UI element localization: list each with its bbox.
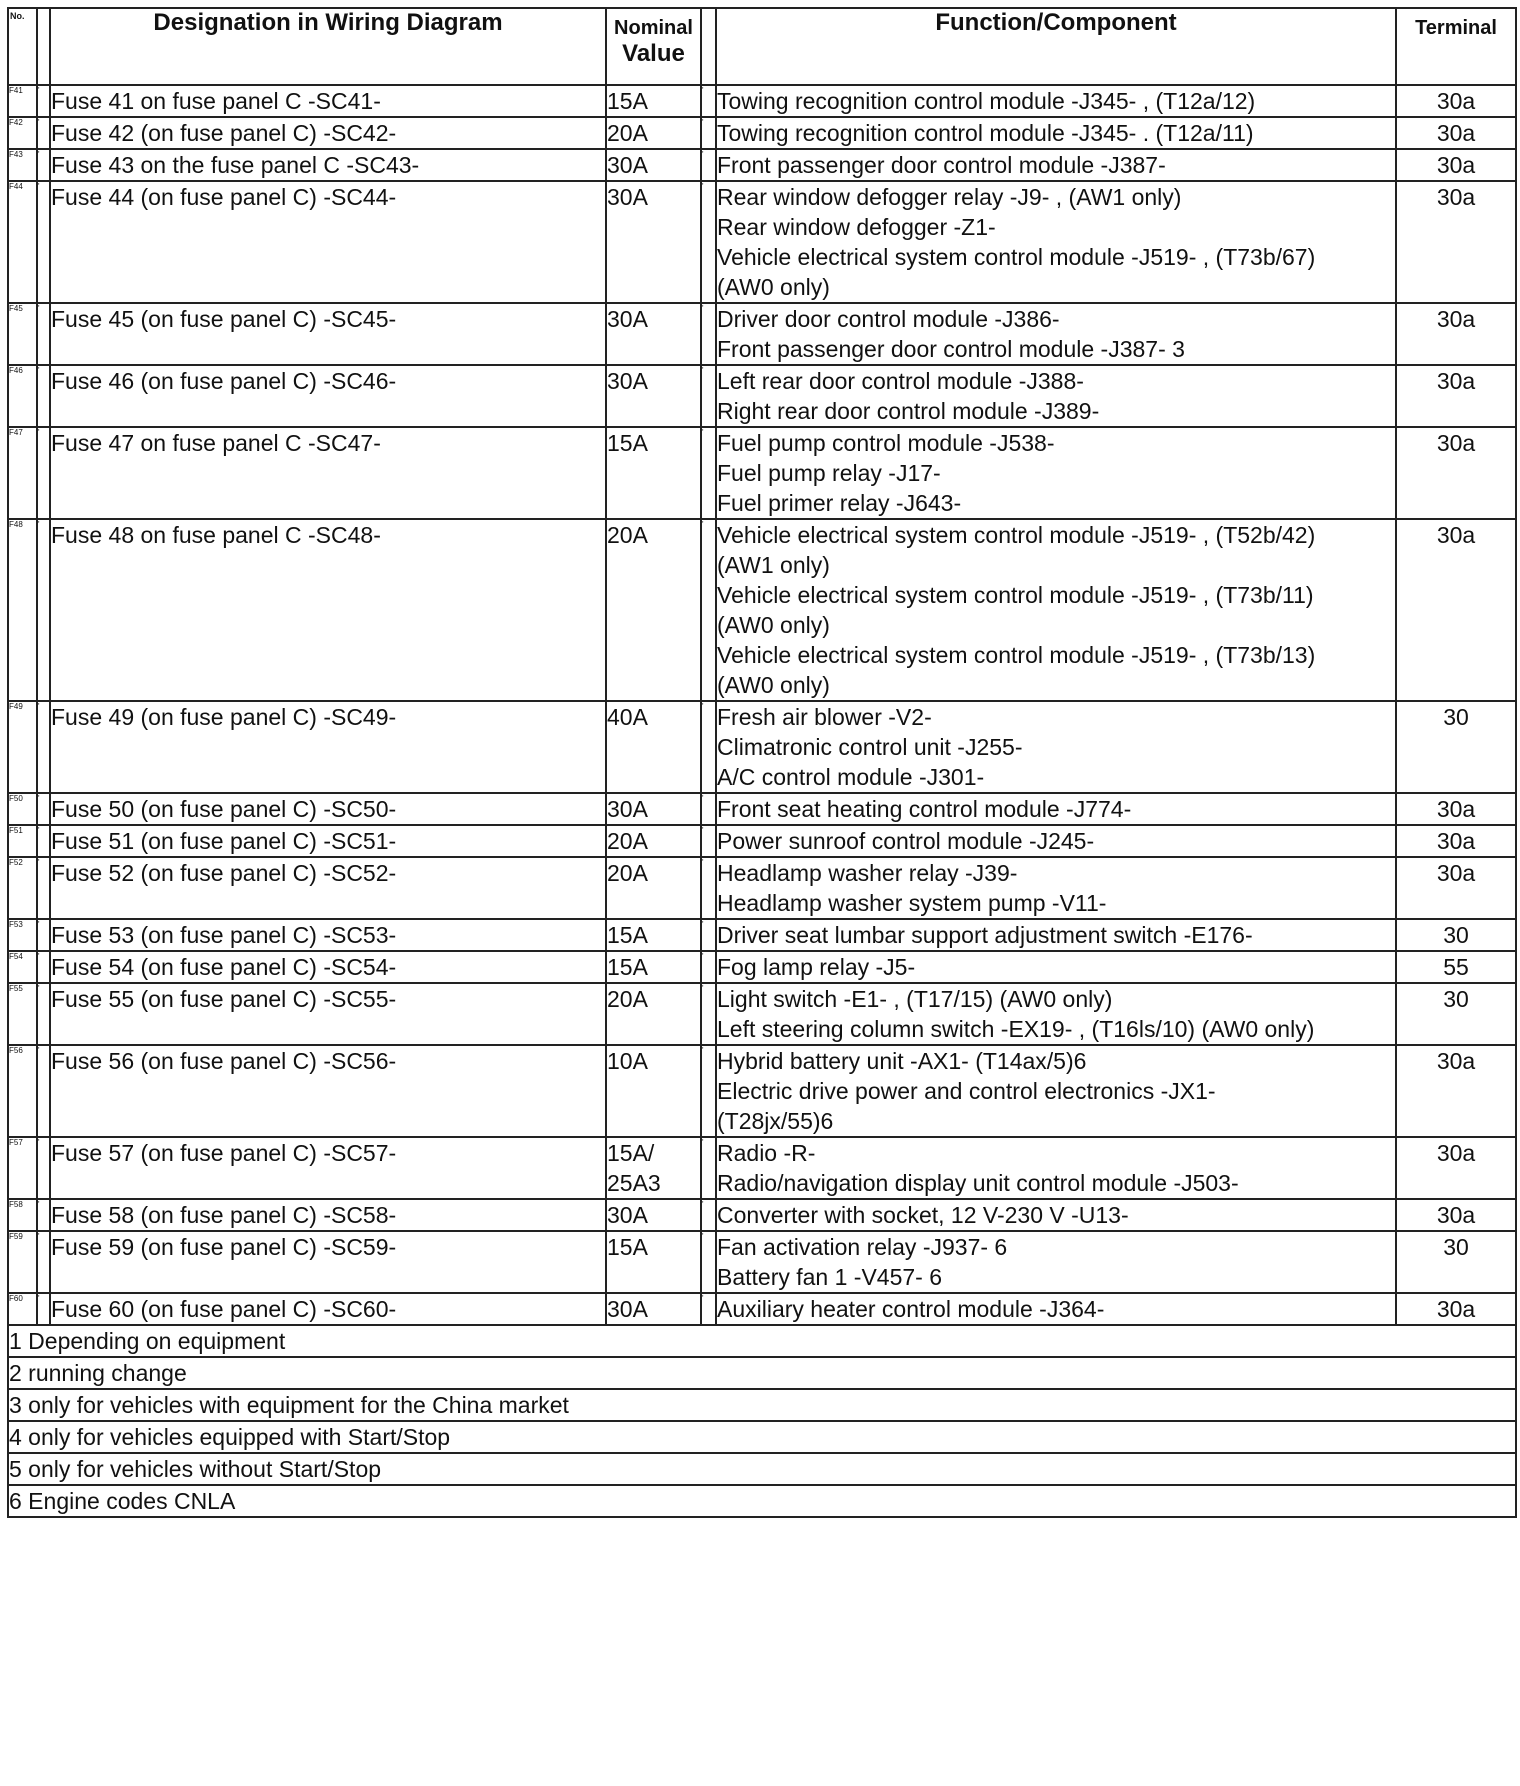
- nominal-value-cell: 20A: [606, 825, 701, 857]
- nominal-value-cell: 30A: [606, 1199, 701, 1231]
- table-row: [8, 825, 1516, 857]
- function-line: Front passenger door control module -J387-: [717, 152, 1166, 178]
- spacer-mark: ': [701, 1137, 716, 1199]
- fuse-code: F56: [8, 1045, 37, 1137]
- nominal-value-cell: 10A: [606, 1045, 701, 1137]
- fuse-code: F51: [8, 825, 37, 857]
- table-row: [8, 149, 1516, 181]
- function-cell: [716, 1293, 1396, 1325]
- nominal-value-cell: 30A: [606, 149, 701, 181]
- spacer-mark: ': [37, 701, 50, 793]
- terminal-cell: 30a: [1396, 1137, 1516, 1199]
- function-line: Converter with socket, 12 V-230 V -U13-: [717, 1202, 1129, 1228]
- spacer-mark: ': [701, 793, 716, 825]
- fuse-code: F50: [8, 793, 37, 825]
- terminal-cell: 30a: [1396, 1045, 1516, 1137]
- header-spacer: [701, 8, 716, 85]
- designation-cell: Fuse 47 on fuse panel C -SC47-: [50, 427, 606, 519]
- terminal-cell: 30: [1396, 1231, 1516, 1293]
- function-line: Vehicle electrical system control module -J519- , (T73b/67): [717, 244, 1316, 270]
- function-cell: [716, 1231, 1396, 1293]
- function-line: (AW1 only): [717, 552, 830, 578]
- designation-cell: Fuse 46 (on fuse panel C) -SC46-: [50, 365, 606, 427]
- function-cell: [716, 85, 1396, 117]
- nominal-value-cell: 30A: [606, 181, 701, 303]
- fuse-code: F55: [8, 983, 37, 1045]
- nominal-value-cell: 15A: [606, 427, 701, 519]
- terminal-cell: 30a: [1396, 149, 1516, 181]
- function-line: Rear window defogger relay -J9- , (AW1 only): [717, 184, 1182, 210]
- function-line: Fuel pump control module -J538-: [717, 430, 1055, 456]
- table-row: [8, 1199, 1516, 1231]
- spacer-mark: ': [701, 983, 716, 1045]
- terminal-cell: 30a: [1396, 181, 1516, 303]
- function-line: Driver seat lumbar support adjustment switch -E176-: [717, 922, 1253, 948]
- table-row: [8, 85, 1516, 117]
- spacer-mark: ': [37, 919, 50, 951]
- function-line: Front passenger door control module -J387- 3: [717, 336, 1185, 362]
- function-cell: [716, 701, 1396, 793]
- terminal-cell: 30a: [1396, 857, 1516, 919]
- fuse-code: F60: [8, 1293, 37, 1325]
- footnote: 6 Engine codes CNLA: [8, 1485, 1516, 1517]
- table-row: [8, 919, 1516, 951]
- header-no: No.: [8, 8, 37, 85]
- function-line: Left rear door control module -J388-: [717, 368, 1084, 394]
- terminal-cell: 30: [1396, 983, 1516, 1045]
- designation-cell: Fuse 55 (on fuse panel C) -SC55-: [50, 983, 606, 1045]
- designation-cell: Fuse 53 (on fuse panel C) -SC53-: [50, 919, 606, 951]
- footnote: 3 only for vehicles with equipment for the China market: [8, 1389, 1516, 1421]
- footnote-row: [8, 1485, 1516, 1517]
- function-line: Towing recognition control module -J345- . (T12a/11): [717, 120, 1254, 146]
- designation-cell: Fuse 49 (on fuse panel C) -SC49-: [50, 701, 606, 793]
- nominal-value-cell: 20A: [606, 857, 701, 919]
- spacer-mark: ': [701, 1199, 716, 1231]
- designation-cell: Fuse 45 (on fuse panel C) -SC45-: [50, 303, 606, 365]
- table-row: [8, 365, 1516, 427]
- function-cell: [716, 793, 1396, 825]
- spacer-mark: ': [37, 793, 50, 825]
- function-line: Battery fan 1 -V457- 6: [717, 1264, 943, 1290]
- designation-cell: Fuse 41 on fuse panel C -SC41-: [50, 85, 606, 117]
- terminal-cell: 30a: [1396, 365, 1516, 427]
- function-cell: [716, 983, 1396, 1045]
- function-line: (AW0 only): [717, 672, 830, 698]
- nominal-value-cell: 15A: [606, 1231, 701, 1293]
- table-row: [8, 857, 1516, 919]
- table-row: [8, 1231, 1516, 1293]
- function-line: Headlamp washer relay -J39-: [717, 860, 1018, 886]
- function-line: (AW0 only): [717, 612, 830, 638]
- function-cell: [716, 1045, 1396, 1137]
- fuse-code: F49: [8, 701, 37, 793]
- designation-cell: Fuse 51 (on fuse panel C) -SC51-: [50, 825, 606, 857]
- footnote-row: [8, 1389, 1516, 1421]
- function-line: Rear window defogger -Z1-: [717, 214, 996, 240]
- spacer-mark: ': [701, 1045, 716, 1137]
- footnote-row: [8, 1357, 1516, 1389]
- fuse-code: F46: [8, 365, 37, 427]
- function-line: Towing recognition control module -J345- , (T12a/12): [717, 88, 1256, 114]
- spacer-mark: ': [701, 149, 716, 181]
- spacer-mark: ': [37, 1199, 50, 1231]
- nominal-value-cell: 20A: [606, 117, 701, 149]
- table-row: [8, 117, 1516, 149]
- footnote-row: [8, 1325, 1516, 1357]
- fuse-code: F59: [8, 1231, 37, 1293]
- header-function: Function/Component: [716, 8, 1396, 85]
- footnote-row: [8, 1453, 1516, 1485]
- spacer-mark: ': [37, 519, 50, 701]
- terminal-cell: 30a: [1396, 117, 1516, 149]
- designation-cell: Fuse 48 on fuse panel C -SC48-: [50, 519, 606, 701]
- designation-cell: Fuse 57 (on fuse panel C) -SC57-: [50, 1137, 606, 1199]
- footnote: 1 Depending on equipment: [8, 1325, 1516, 1357]
- spacer-mark: ': [37, 303, 50, 365]
- function-cell: [716, 149, 1396, 181]
- designation-cell: Fuse 60 (on fuse panel C) -SC60-: [50, 1293, 606, 1325]
- function-line: Front seat heating control module -J774-: [717, 796, 1132, 822]
- table-row: [8, 427, 1516, 519]
- spacer-mark: ': [701, 825, 716, 857]
- terminal-cell: 30a: [1396, 825, 1516, 857]
- function-line: Driver door control module -J386-: [717, 306, 1060, 332]
- terminal-cell: 30a: [1396, 519, 1516, 701]
- fuse-code: F42: [8, 117, 37, 149]
- spacer-mark: ': [701, 519, 716, 701]
- header-terminal: Terminal: [1396, 8, 1516, 85]
- nominal-value-cell: 20A: [606, 519, 701, 701]
- spacer-mark: ': [37, 365, 50, 427]
- function-cell: [716, 1137, 1396, 1199]
- table-row: [8, 303, 1516, 365]
- table-row: [8, 1045, 1516, 1137]
- function-line: Auxiliary heater control module -J364-: [717, 1296, 1105, 1322]
- fuse-code: F44: [8, 181, 37, 303]
- fuse-code: F57: [8, 1137, 37, 1199]
- designation-cell: Fuse 52 (on fuse panel C) -SC52-: [50, 857, 606, 919]
- function-cell: [716, 181, 1396, 303]
- fuse-code: F58: [8, 1199, 37, 1231]
- function-line: Light switch -E1- , (T17/15) (AW0 only): [717, 986, 1113, 1012]
- spacer-mark: ': [701, 701, 716, 793]
- spacer-mark: ': [701, 85, 716, 117]
- spacer-mark: ': [37, 983, 50, 1045]
- spacer-mark: ': [701, 303, 716, 365]
- function-line: Fog lamp relay -J5-: [717, 954, 916, 980]
- terminal-cell: 30a: [1396, 1199, 1516, 1231]
- spacer-mark: ': [37, 1045, 50, 1137]
- fuse-code: F52: [8, 857, 37, 919]
- nominal-value-cell: 15A: [606, 951, 701, 983]
- fuse-code: F41: [8, 85, 37, 117]
- fuse-table: [7, 7, 1517, 1518]
- spacer-mark: ': [37, 857, 50, 919]
- spacer-mark: ': [37, 1293, 50, 1325]
- nominal-value-cell: 30A: [606, 303, 701, 365]
- spacer-mark: ': [701, 117, 716, 149]
- footnote: 2 running change: [8, 1357, 1516, 1389]
- nominal-value-cell: 20A: [606, 983, 701, 1045]
- table-row: [8, 983, 1516, 1045]
- header-nominal-top: Nominal: [614, 17, 693, 39]
- fuse-code: F43: [8, 149, 37, 181]
- terminal-cell: 30a: [1396, 427, 1516, 519]
- function-line: A/C control module -J301-: [717, 764, 985, 790]
- function-line: Fuel pump relay -J17-: [717, 460, 941, 486]
- spacer-mark: ': [37, 85, 50, 117]
- spacer-mark: ': [37, 825, 50, 857]
- function-line: Right rear door control module -J389-: [717, 398, 1100, 424]
- terminal-cell: 30a: [1396, 1293, 1516, 1325]
- spacer-mark: ': [701, 1231, 716, 1293]
- spacer-mark: ': [37, 181, 50, 303]
- header-nominal-bottom: Value: [622, 40, 685, 67]
- spacer-mark: ': [37, 951, 50, 983]
- nominal-value-cell: 40A: [606, 701, 701, 793]
- function-cell: [716, 825, 1396, 857]
- table-row: [8, 181, 1516, 303]
- function-line: (T28jx/55)6: [717, 1108, 834, 1134]
- terminal-cell: 30a: [1396, 793, 1516, 825]
- designation-cell: Fuse 59 (on fuse panel C) -SC59-: [50, 1231, 606, 1293]
- table-row: [8, 1293, 1516, 1325]
- nominal-value-cell: 30A: [606, 365, 701, 427]
- fuse-code: F48: [8, 519, 37, 701]
- function-line: Climatronic control unit -J255-: [717, 734, 1023, 760]
- table-row: [8, 951, 1516, 983]
- spacer-mark: ': [701, 919, 716, 951]
- table-row: [8, 793, 1516, 825]
- spacer-mark: ': [37, 1137, 50, 1199]
- function-line: Radio/navigation display unit control module -J503-: [717, 1170, 1239, 1196]
- function-cell: [716, 519, 1396, 701]
- fuse-code: F47: [8, 427, 37, 519]
- function-line: Electric drive power and control electronics -JX1-: [717, 1078, 1216, 1104]
- spacer-mark: ': [701, 857, 716, 919]
- designation-cell: Fuse 54 (on fuse panel C) -SC54-: [50, 951, 606, 983]
- designation-cell: Fuse 50 (on fuse panel C) -SC50-: [50, 793, 606, 825]
- function-line: Vehicle electrical system control module -J519- , (T73b/13): [717, 642, 1316, 668]
- function-cell: [716, 117, 1396, 149]
- function-cell: [716, 951, 1396, 983]
- function-line: Vehicle electrical system control module -J519- , (T73b/11): [717, 582, 1314, 608]
- nominal-value-cell: 15A/ 25A3: [606, 1137, 701, 1199]
- header-designation: Designation in Wiring Diagram: [50, 8, 606, 85]
- spacer-mark: ': [701, 951, 716, 983]
- spacer-mark: ': [701, 1293, 716, 1325]
- fuse-code: F54: [8, 951, 37, 983]
- spacer-mark: ': [701, 365, 716, 427]
- footnote-row: [8, 1421, 1516, 1453]
- terminal-cell: 30: [1396, 919, 1516, 951]
- spacer-mark: ': [701, 427, 716, 519]
- function-line: Fresh air blower -V2-: [717, 704, 932, 730]
- spacer-mark: ': [37, 117, 50, 149]
- function-line: Fan activation relay -J937- 6: [717, 1234, 1008, 1260]
- function-cell: [716, 1199, 1396, 1231]
- function-cell: [716, 365, 1396, 427]
- function-cell: [716, 303, 1396, 365]
- terminal-cell: 30a: [1396, 85, 1516, 117]
- function-line: Fuel primer relay -J643-: [717, 490, 962, 516]
- terminal-cell: 55: [1396, 951, 1516, 983]
- header-nominal: [606, 8, 701, 85]
- function-cell: [716, 857, 1396, 919]
- designation-cell: Fuse 56 (on fuse panel C) -SC56-: [50, 1045, 606, 1137]
- function-line: Vehicle electrical system control module -J519- , (T52b/42): [717, 522, 1316, 548]
- fuse-code: F45: [8, 303, 37, 365]
- designation-cell: Fuse 44 (on fuse panel C) -SC44-: [50, 181, 606, 303]
- terminal-cell: 30: [1396, 701, 1516, 793]
- function-cell: [716, 919, 1396, 951]
- header-row: [8, 8, 1516, 85]
- spacer-mark: ': [37, 427, 50, 519]
- table-row: [8, 1137, 1516, 1199]
- table-row: [8, 519, 1516, 701]
- designation-cell: Fuse 43 on the fuse panel C -SC43-: [50, 149, 606, 181]
- designation-cell: Fuse 42 (on fuse panel C) -SC42-: [50, 117, 606, 149]
- nominal-value-cell: 30A: [606, 793, 701, 825]
- function-cell: [716, 427, 1396, 519]
- nominal-value-cell: 30A: [606, 1293, 701, 1325]
- function-line: Hybrid battery unit -AX1- (T14ax/5)6: [717, 1048, 1087, 1074]
- function-line: Left steering column switch -EX19- , (T16ls/10) (AW0 only): [717, 1016, 1315, 1042]
- function-line: (AW0 only): [717, 274, 830, 300]
- function-line: Headlamp washer system pump -V11-: [717, 890, 1107, 916]
- spacer-mark: ': [37, 1231, 50, 1293]
- spacer-mark: ': [701, 181, 716, 303]
- designation-cell: Fuse 58 (on fuse panel C) -SC58-: [50, 1199, 606, 1231]
- header-spacer: [37, 8, 50, 85]
- table-row: [8, 701, 1516, 793]
- footnote: 5 only for vehicles without Start/Stop: [8, 1453, 1516, 1485]
- footnote: 4 only for vehicles equipped with Start/Stop: [8, 1421, 1516, 1453]
- nominal-value-cell: 15A: [606, 85, 701, 117]
- function-line: Power sunroof control module -J245-: [717, 828, 1095, 854]
- fuse-code: F53: [8, 919, 37, 951]
- spacer-mark: ': [37, 149, 50, 181]
- terminal-cell: 30a: [1396, 303, 1516, 365]
- function-line: Radio -R-: [717, 1140, 816, 1166]
- nominal-value-cell: 15A: [606, 919, 701, 951]
